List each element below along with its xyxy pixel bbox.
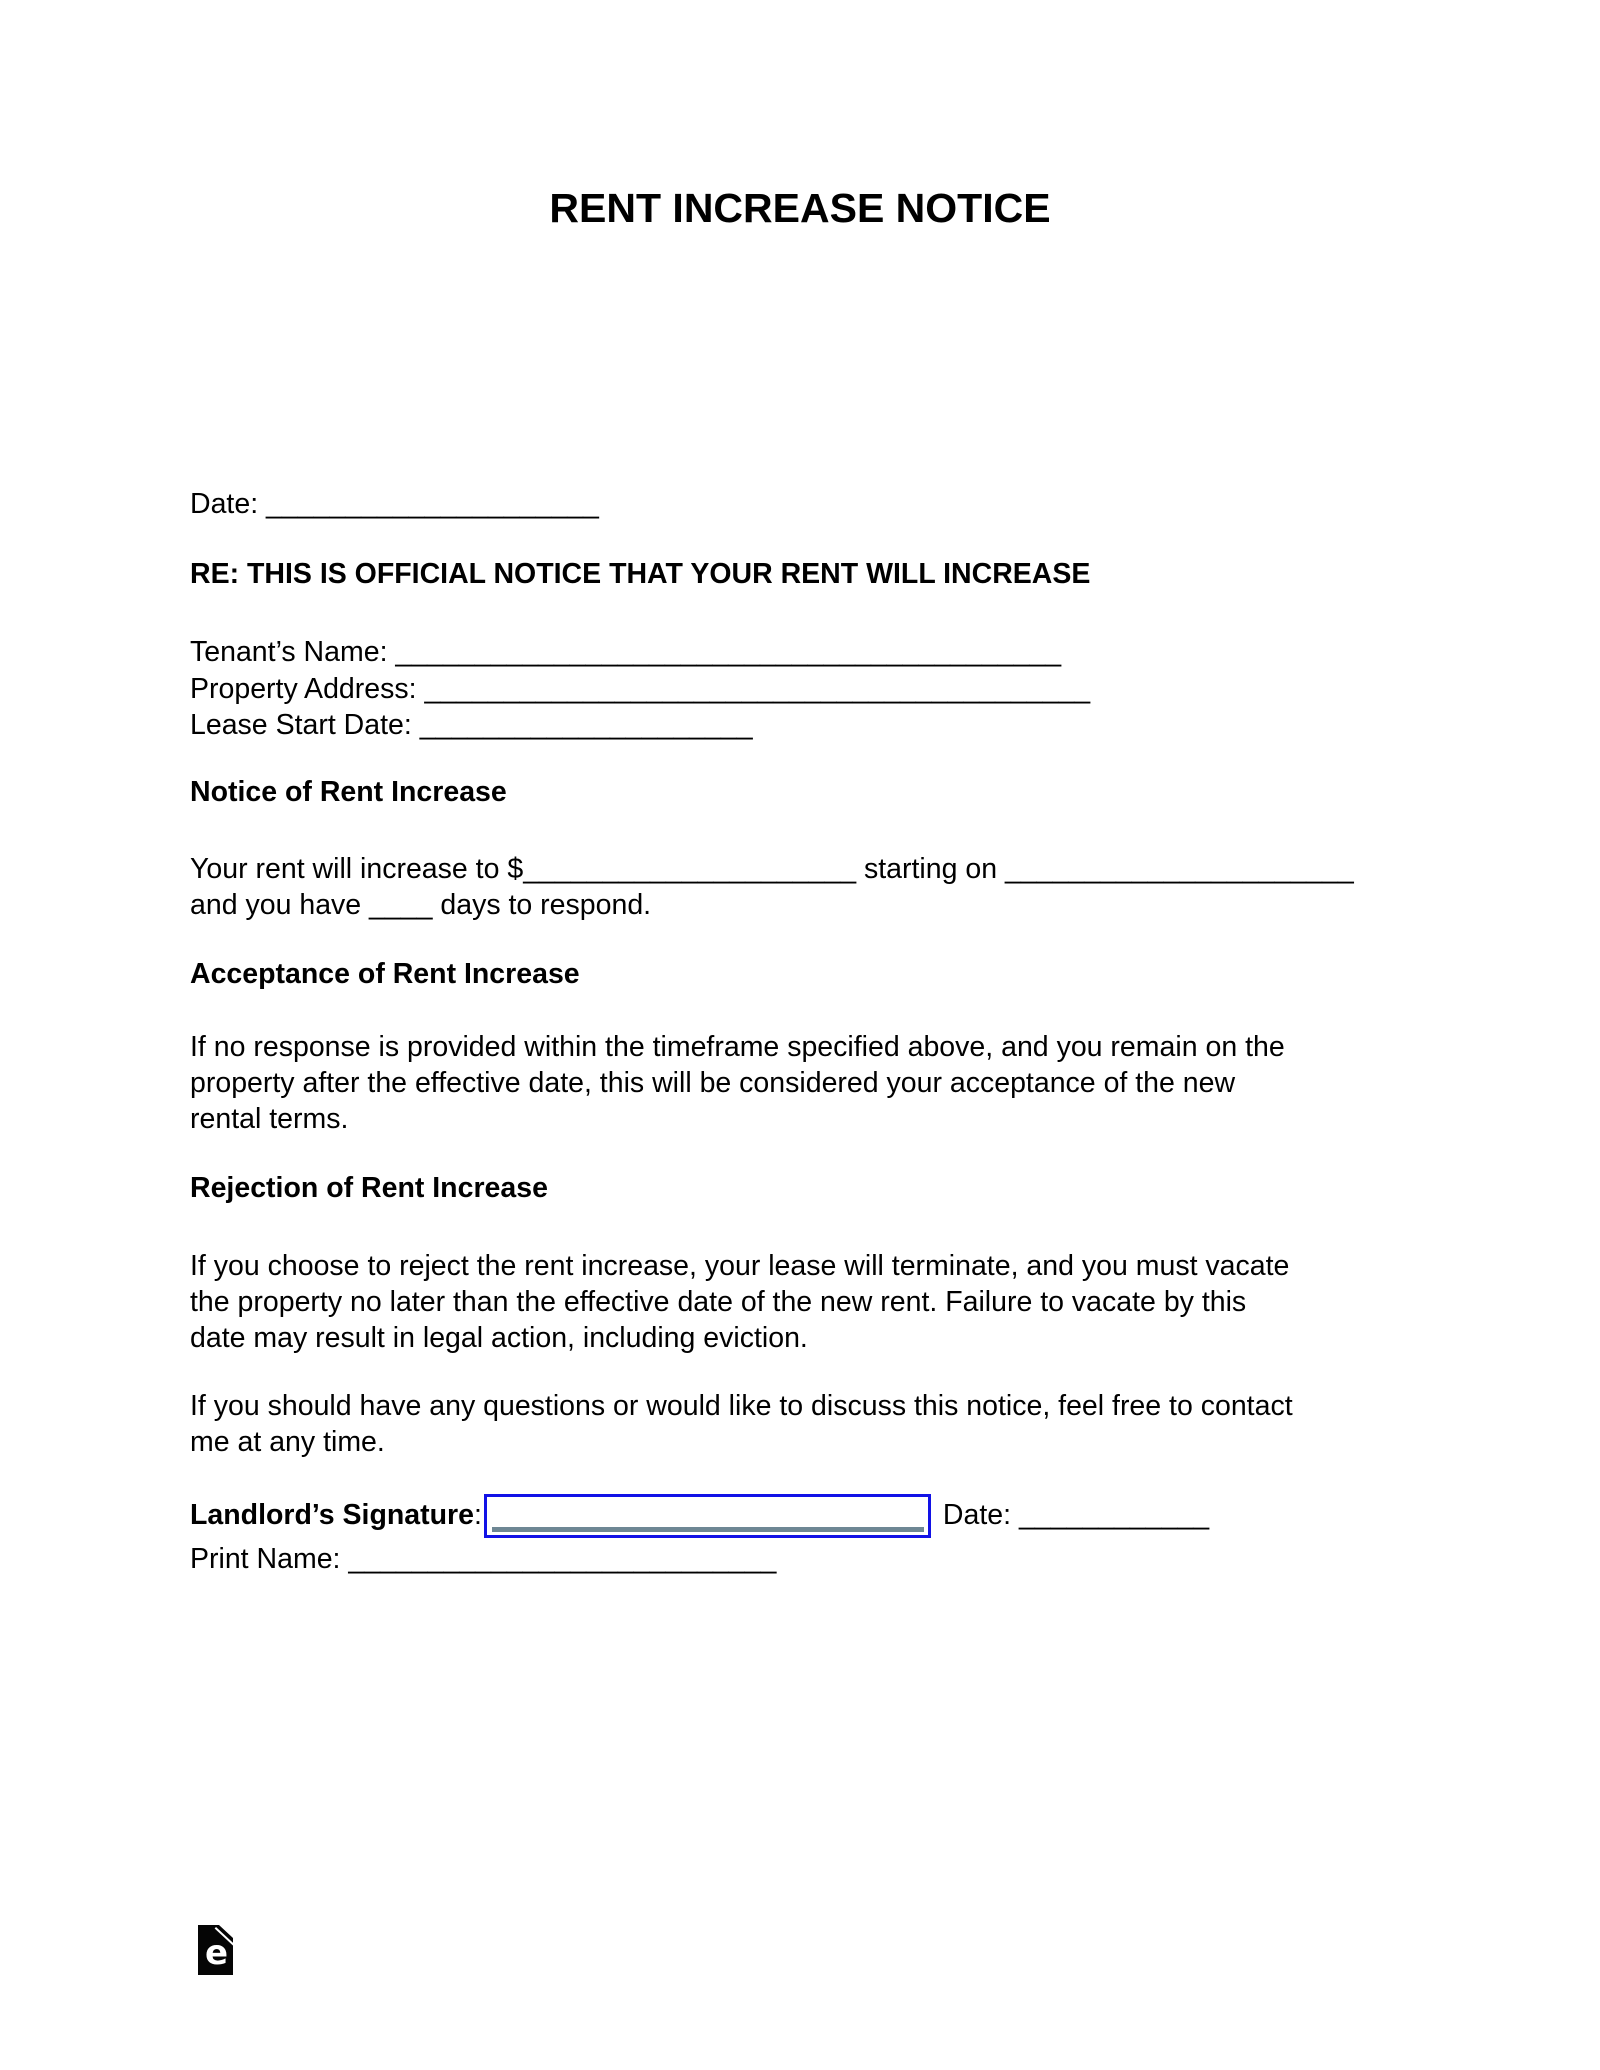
print-name-line: Print Name: ___________________________ xyxy=(190,1543,777,1575)
contact-paragraph-line: me at any time. xyxy=(190,1426,385,1458)
acceptance-heading: Acceptance of Rent Increase xyxy=(190,958,580,990)
page-title: RENT INCREASE NOTICE xyxy=(549,185,1051,231)
rejection-paragraph xyxy=(190,1248,1289,1356)
landlord-signature-label: Landlord’s Signature xyxy=(190,1499,474,1531)
signature-date-line: Date: ____________ xyxy=(942,1499,1210,1531)
date-line: Date: _____________________ xyxy=(190,488,599,520)
notice-paragraph xyxy=(190,851,1354,923)
rejection-heading: Rejection of Rent Increase xyxy=(190,1172,548,1204)
re-subject-line: RE: THIS IS OFFICIAL NOTICE THAT YOUR RENT WILL INCREASE xyxy=(190,558,1091,590)
notice-paragraph-line: and you have ____ days to respond. xyxy=(190,889,652,921)
eforms-logo xyxy=(198,1925,233,1975)
property-address-line: Property Address: __________________________________________ xyxy=(190,672,1091,705)
acceptance-paragraph xyxy=(190,1029,1285,1137)
landlord-signature-row xyxy=(190,1494,1209,1538)
notice-heading: Notice of Rent Increase xyxy=(190,776,507,808)
landlord-signature-field[interactable] xyxy=(484,1494,931,1538)
rejection-paragraph-line: date may result in legal action, including eviction. xyxy=(190,1322,808,1354)
notice-paragraph-line: Your rent will increase to $_____________________ starting on ______________________ xyxy=(190,853,1354,885)
rejection-paragraph-line: the property no later than the effective date of the new rent. Failure to vacate by this xyxy=(190,1286,1247,1318)
tenant-name-line: Tenant’s Name: __________________________________________ xyxy=(190,636,1062,668)
rejection-paragraph-line: If you choose to reject the rent increase, your lease will terminate, and you must vacate xyxy=(190,1250,1290,1282)
signature-underline xyxy=(492,1527,924,1532)
eforms-logo-letter: e xyxy=(205,1933,229,1973)
contact-paragraph xyxy=(190,1388,1293,1460)
acceptance-paragraph-line: property after the effective date, this will be considered your acceptance of the new xyxy=(190,1067,1236,1099)
landlord-signature-colon: : xyxy=(473,1499,482,1531)
lease-start-date-line: Lease Start Date: _____________________ xyxy=(190,709,753,741)
contact-paragraph-line: If you should have any questions or would like to discuss this notice, feel free to contact xyxy=(190,1390,1293,1422)
acceptance-paragraph-line: If no response is provided within the timeframe specified above, and you remain on the xyxy=(190,1031,1285,1063)
acceptance-paragraph-line: rental terms. xyxy=(190,1103,349,1135)
tenant-info-block xyxy=(190,634,1090,744)
